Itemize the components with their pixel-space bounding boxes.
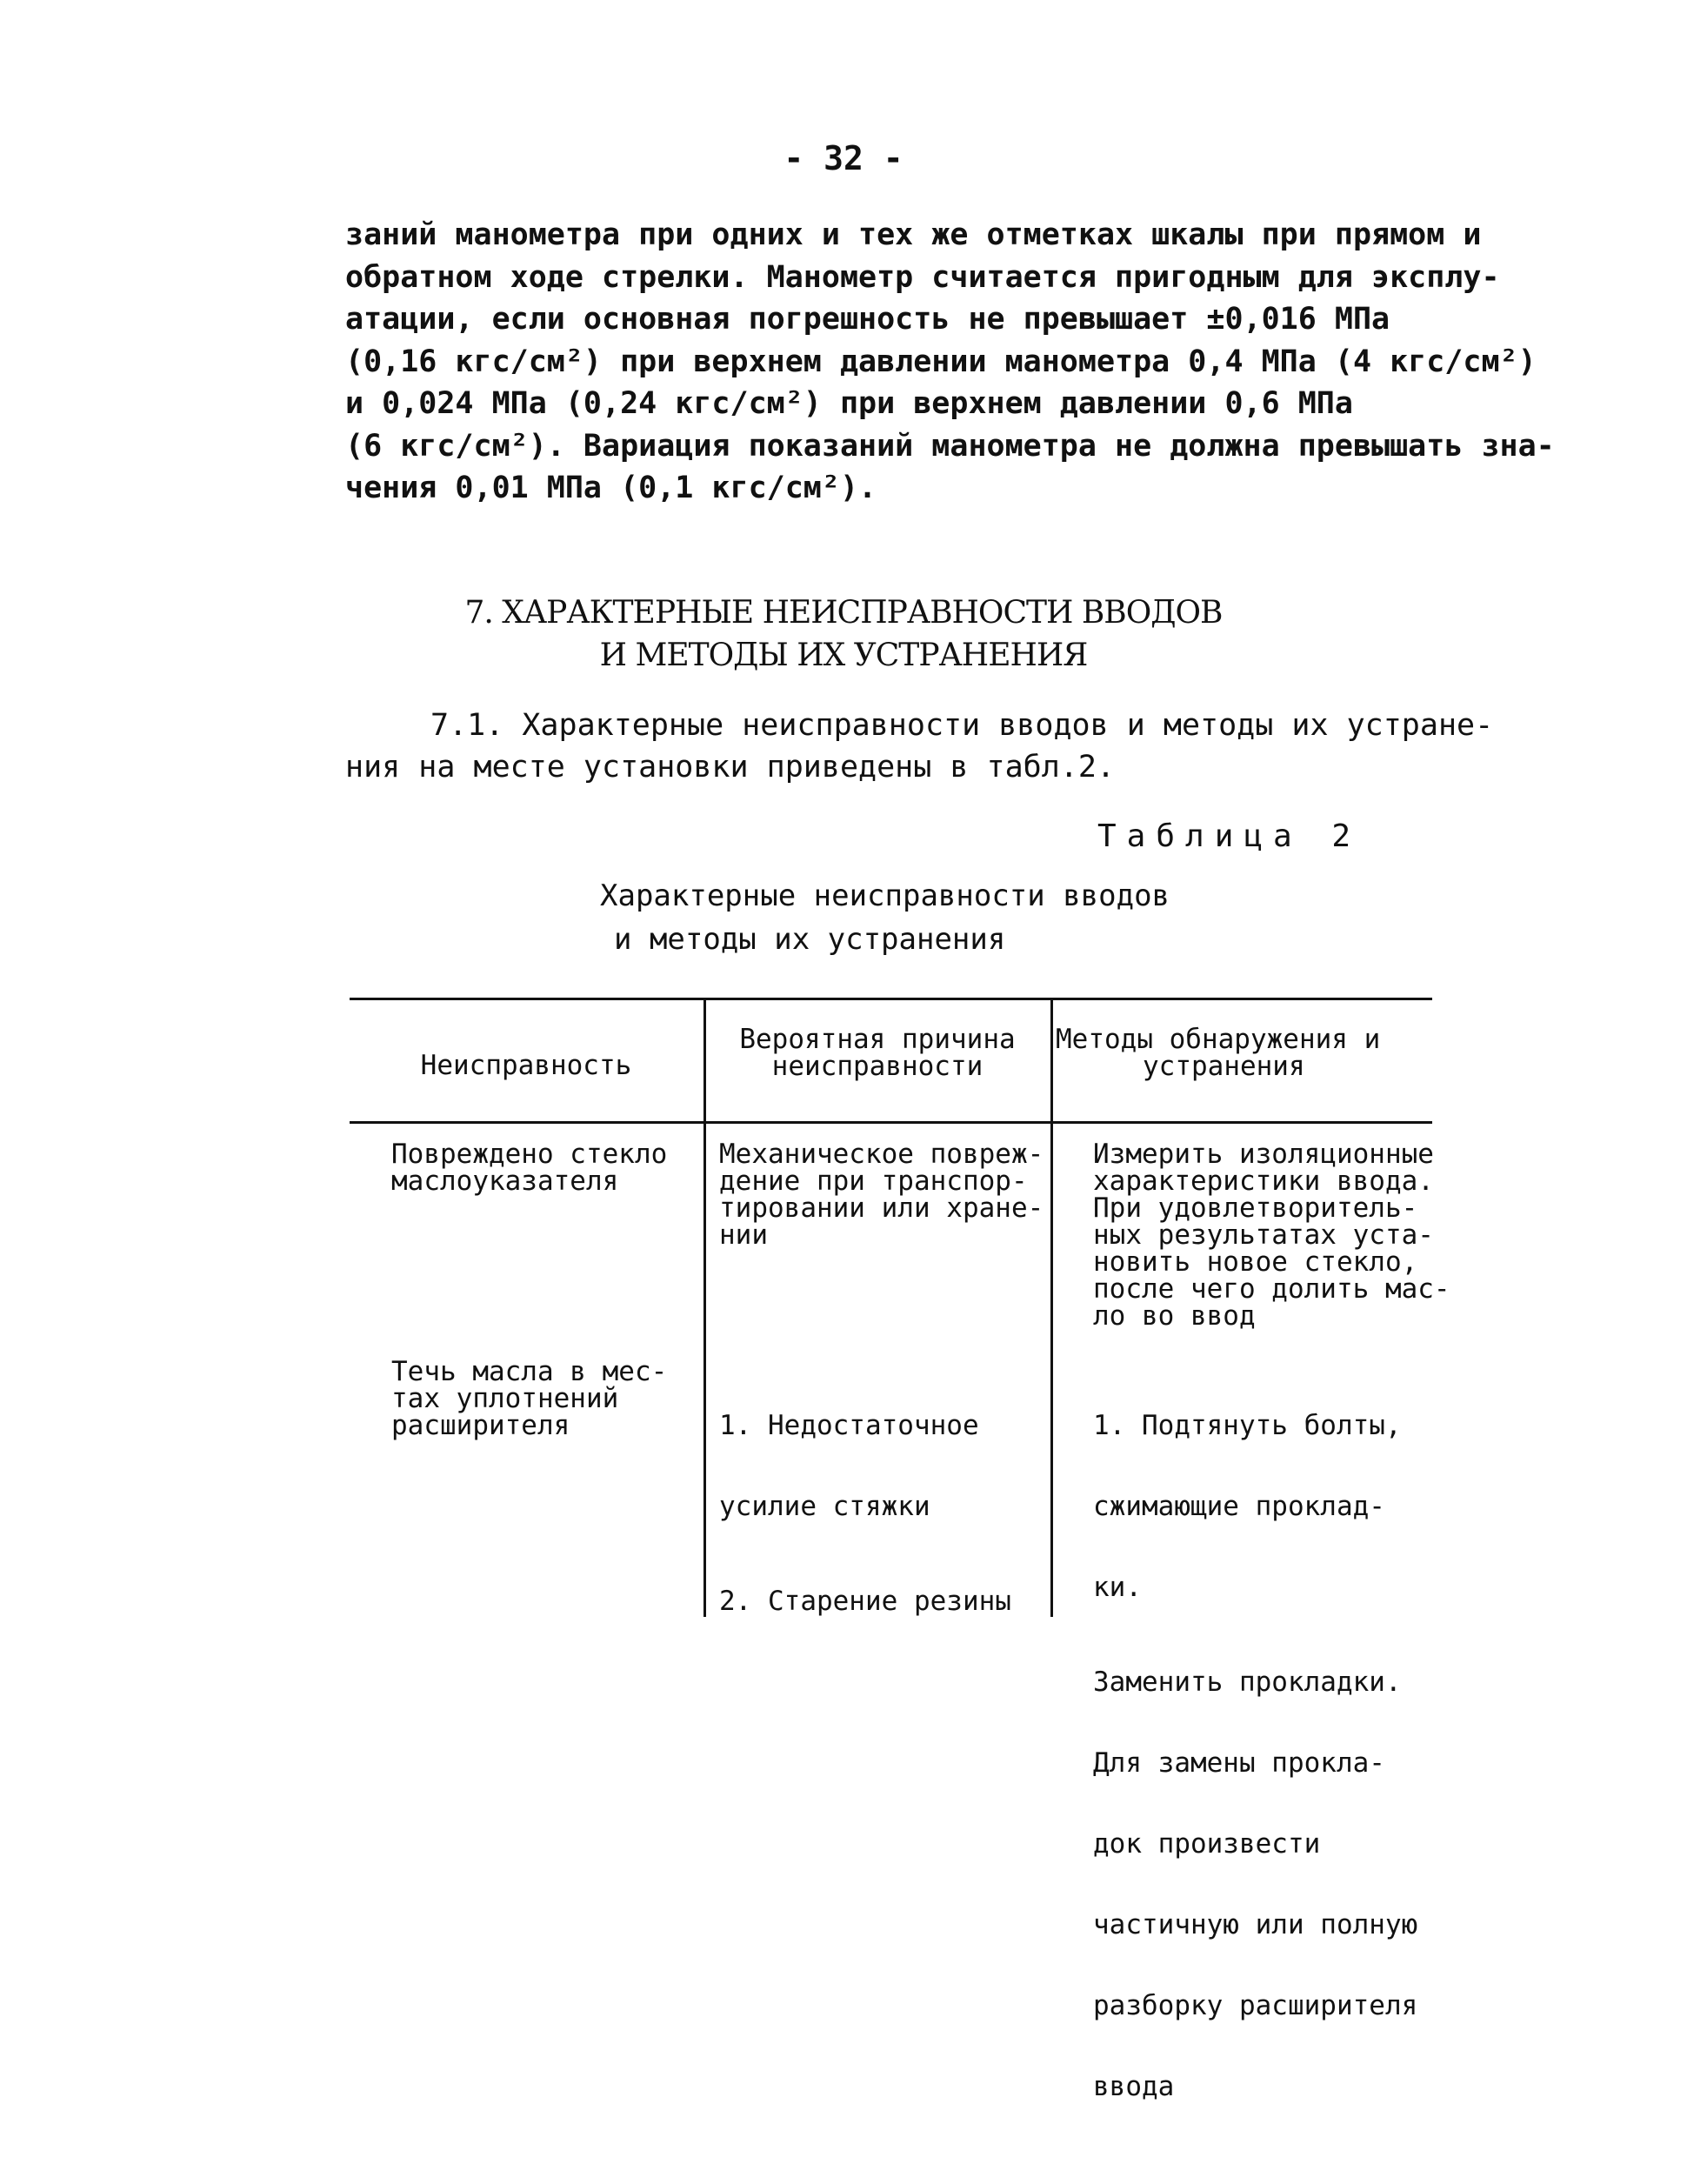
paragraph-line: (0,16 кгс/см²) при верхнем давлении манометра 0,4 МПа (4 кгс/см²) <box>345 344 1537 379</box>
section-heading-line: И МЕТОДЫ ИХ УСТРАНЕНИЯ <box>599 638 1088 673</box>
table-header-methods <box>1056 1026 1430 1080</box>
table-row-1-cause <box>719 1141 1044 1249</box>
table-cell-line: дение при транспор- <box>719 1165 1028 1197</box>
table-column-divider <box>1050 998 1053 1617</box>
table-column-divider <box>703 998 706 1617</box>
table-cell-line: разборку расширителя <box>1093 1990 1418 2021</box>
table-caption-line: Характерные неисправности вводов <box>600 878 1170 913</box>
table-header-fault <box>352 1052 700 1079</box>
paragraph <box>345 214 1555 510</box>
table-cell-line: Повреждено стекло <box>391 1139 668 1170</box>
table-cell-line: Течь масла в мес- <box>391 1356 668 1387</box>
table-cell-line: 2. Старение резины <box>719 1586 1011 1617</box>
table-row-1-fault <box>391 1141 667 1195</box>
table-row-2-cause <box>719 1359 1011 1642</box>
table-cell-line: маслоуказателя <box>391 1165 619 1197</box>
section-text-line: ния на месте установки приведены в табл.2. <box>345 750 1116 785</box>
table-header-line: устранения <box>1143 1051 1305 1082</box>
section-heading-line: 7. ХАРАКТЕРНЫЕ НЕИСПРАВНОСТИ ВВОДОВ <box>464 595 1223 631</box>
table-cell-line: 1. Подтянуть болты, <box>1093 1410 1402 1441</box>
table-cell-line: расширителя <box>391 1410 570 1441</box>
table-cell-line: Измерить изоляционные <box>1093 1139 1434 1170</box>
table-cell-line: усилие стяжки <box>719 1491 930 1522</box>
table-caption <box>600 874 1174 961</box>
table-caption-line: и методы их устранения <box>614 922 1006 957</box>
paragraph-line: и 0,024 МПа (0,24 кгс/см²) при верхнем давлении 0,6 МПа <box>345 386 1353 421</box>
table-cell-line: ввода <box>1093 2071 1175 2102</box>
table-cell-line: после чего долить мас- <box>1093 1273 1450 1305</box>
table-row-2-fault <box>391 1356 668 1441</box>
table-cell-line: Для замены прокла- <box>1093 1747 1385 1779</box>
table-row-1-methods <box>1093 1141 1450 1330</box>
table-header-line: Вероятная причина <box>739 1024 1016 1055</box>
table-cell-line: ных результатах уста- <box>1093 1219 1434 1251</box>
table-cell-line: тах уплотнений <box>391 1383 619 1414</box>
section-heading <box>0 591 1687 677</box>
table-cell-line: ло во ввод <box>1093 1300 1256 1332</box>
table-label: Таблица 2 <box>1097 818 1362 854</box>
table-cell-line: тировании или хране- <box>719 1192 1044 1224</box>
table-header-line: Методы обнаружения и <box>1056 1024 1381 1055</box>
table-header-line: Неисправность <box>420 1050 632 1081</box>
section-text <box>345 705 1510 788</box>
table-header-cause <box>708 1026 1047 1080</box>
table-cell-line: новить новое стекло, <box>1093 1246 1418 1278</box>
paragraph-line: обратном ходе стрелки. Манометр считается пригодным для эксплу- <box>345 259 1500 295</box>
table-header-line: неисправности <box>771 1051 984 1082</box>
section-text-line: 7.1. Характерные неисправности вводов и методы их устране- <box>430 708 1494 743</box>
table-top-rule <box>350 998 1432 1000</box>
table-header-rule <box>350 1121 1432 1124</box>
paragraph-line: чения 0,01 МПа (0,1 кгс/см²). <box>345 471 877 505</box>
paragraph-line: атации, если основная погрешность не превышает ±0,016 МПа <box>345 302 1390 337</box>
table-cell-line: нии <box>719 1219 768 1251</box>
table-cell-line: док произвести <box>1093 1828 1321 1860</box>
page-number: - 32 - <box>783 139 904 177</box>
table-cell-line: ки. <box>1093 1572 1142 1603</box>
paragraph-line: заний манометра при одних и тех же отметках шкалы при прямом и <box>345 217 1482 252</box>
table-cell-line: 1. Недостаточное <box>719 1410 979 1441</box>
table-cell-line: Механическое повреж- <box>719 1139 1044 1170</box>
paragraph-line: (6 кгс/см²). Вариация показаний манометра не должна превышать зна- <box>345 428 1555 464</box>
table-cell-line: частичную или полную <box>1093 1909 1418 1940</box>
table-cell-line: сжимающие проклад- <box>1093 1491 1385 1522</box>
table-cell-line: Заменить прокладки. <box>1093 1666 1402 1698</box>
table-row-2-methods <box>1093 1359 1417 2127</box>
table-cell-line: При удовлетворитель- <box>1093 1192 1418 1224</box>
table-cell-line: характеристики ввода. <box>1093 1165 1434 1197</box>
